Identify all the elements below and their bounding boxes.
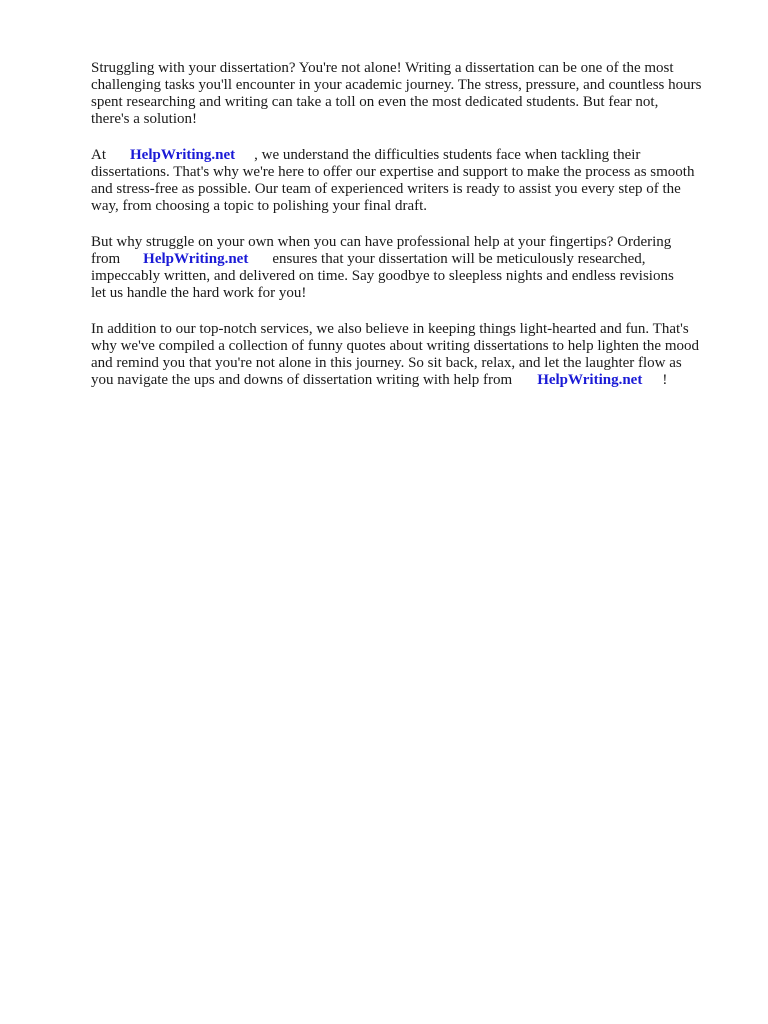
text-line: why we've compiled a collection of funny quotes about writing dissertations to help lighten the mood xyxy=(91,338,699,354)
text-fragment: ensures that your dissertation will be meticulously researched, xyxy=(272,251,646,267)
text-line: way, from choosing a topic to polishing your final draft. xyxy=(91,198,428,214)
paragraph-intro xyxy=(91,60,731,128)
text-line: and remind you that you're not alone in this journey. So sit back, relax, and let the laughter flow as xyxy=(91,355,682,371)
helpwriting-link[interactable]: HelpWriting.net xyxy=(537,372,643,388)
text-line: spent researching and writing can take a toll on even the most dedicated students. But fear not, xyxy=(91,94,659,110)
text-fragment: from xyxy=(91,251,121,267)
text-line xyxy=(91,251,731,268)
helpwriting-link[interactable]: HelpWriting.net xyxy=(130,147,236,163)
text-line: dissertations. That's why we're here to offer our expertise and support to make the process as smooth xyxy=(91,164,695,180)
paragraph-about xyxy=(91,147,731,215)
helpwriting-link[interactable]: HelpWriting.net xyxy=(143,251,249,267)
text-fragment: ! xyxy=(662,372,668,388)
text-line: Struggling with your dissertation? You're not alone! Writing a dissertation can be one of the most xyxy=(91,60,674,76)
paragraph-humor xyxy=(91,321,731,389)
text-line xyxy=(91,147,731,164)
text-fragment: you navigate the ups and downs of dissertation writing with help from xyxy=(91,372,513,388)
text-line: and stress-free as possible. Our team of experienced writers is ready to assist you every step of the xyxy=(91,181,681,197)
text-fragment: , we understand the difficulties students face when tackling their xyxy=(254,147,641,163)
paragraph-ordering xyxy=(91,234,731,302)
text-line: let us handle the hard work for you! xyxy=(91,285,307,301)
text-line: there's a solution! xyxy=(91,111,198,127)
text-line: impeccably written, and delivered on time. Say goodbye to sleepless nights and endless revisions xyxy=(91,268,674,284)
document-page xyxy=(91,60,731,408)
text-line xyxy=(91,372,731,389)
text-line: In addition to our top-notch services, we also believe in keeping things light-hearted and fun. That's xyxy=(91,321,689,337)
text-line: But why struggle on your own when you can have professional help at your fingertips? Ordering xyxy=(91,234,672,250)
text-fragment: At xyxy=(91,147,106,163)
text-line: challenging tasks you'll encounter in your academic journey. The stress, pressure, and countless hours xyxy=(91,77,702,93)
